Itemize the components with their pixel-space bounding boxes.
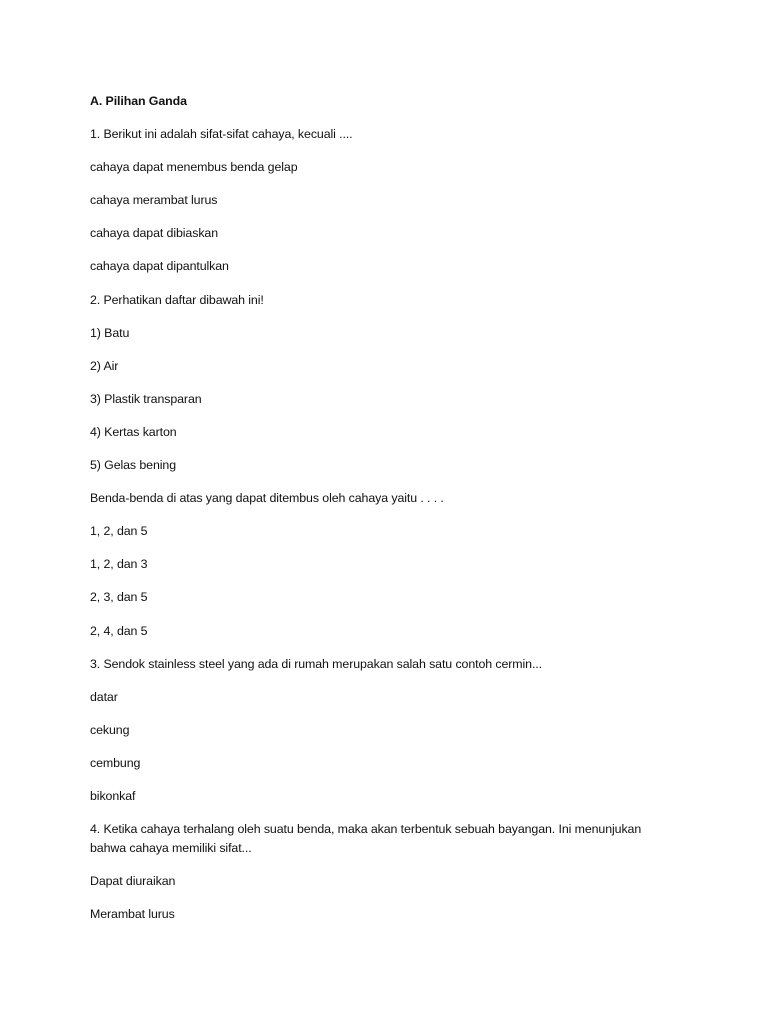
q2-list-item-2: 2) Air [90,358,119,373]
q2-option-3: 2, 3, dan 5 [90,590,148,605]
q1-option-2: cahaya merambat lurus [90,193,218,208]
q1-option-4: cahaya dapat dipantulkan [90,259,229,274]
q1-option-3: cahaya dapat dibiaskan [90,226,218,241]
q2-option-4: 2, 4, dan 5 [90,623,148,638]
q4-option-1: Dapat diuraikan [90,874,176,889]
question-4: 4. Ketika cahaya terhalang oleh suatu benda, maka akan terbentuk sebuah bayangan. Ini menunjukan bahwa cahaya memiliki sifat... [90,822,642,856]
q2-list-item-1: 1) Batu [90,325,130,340]
q3-option-2: cekung [90,722,130,737]
q2-option-2: 1, 2, dan 3 [90,557,148,572]
question-3: 3. Sendok stainless steel yang ada di rumah merupakan salah satu contoh cermin... [90,656,542,671]
section-heading: A. Pilihan Ganda [90,94,187,108]
q2-list-item-4: 4) Kertas karton [90,424,177,439]
q2-list-item-3: 3) Plastik transparan [90,391,202,406]
q2-prompt: Benda-benda di atas yang dapat ditembus oleh cahaya yaitu . . . . [90,491,444,506]
q3-option-1: datar [90,689,118,704]
q3-option-3: cembung [90,755,141,770]
question-2: 2. Perhatikan daftar dibawah ini! [90,292,264,307]
document-page [90,92,680,938]
q3-option-4: bikonkaf [90,788,136,803]
q2-list-item-5: 5) Gelas bening [90,458,176,473]
question-1: 1. Berikut ini adalah sifat-sifat cahaya, kecuali .... [90,127,353,142]
q2-option-1: 1, 2, dan 5 [90,524,148,539]
q4-option-2: Merambat lurus [90,907,175,922]
q1-option-1: cahaya dapat menembus benda gelap [90,160,298,175]
